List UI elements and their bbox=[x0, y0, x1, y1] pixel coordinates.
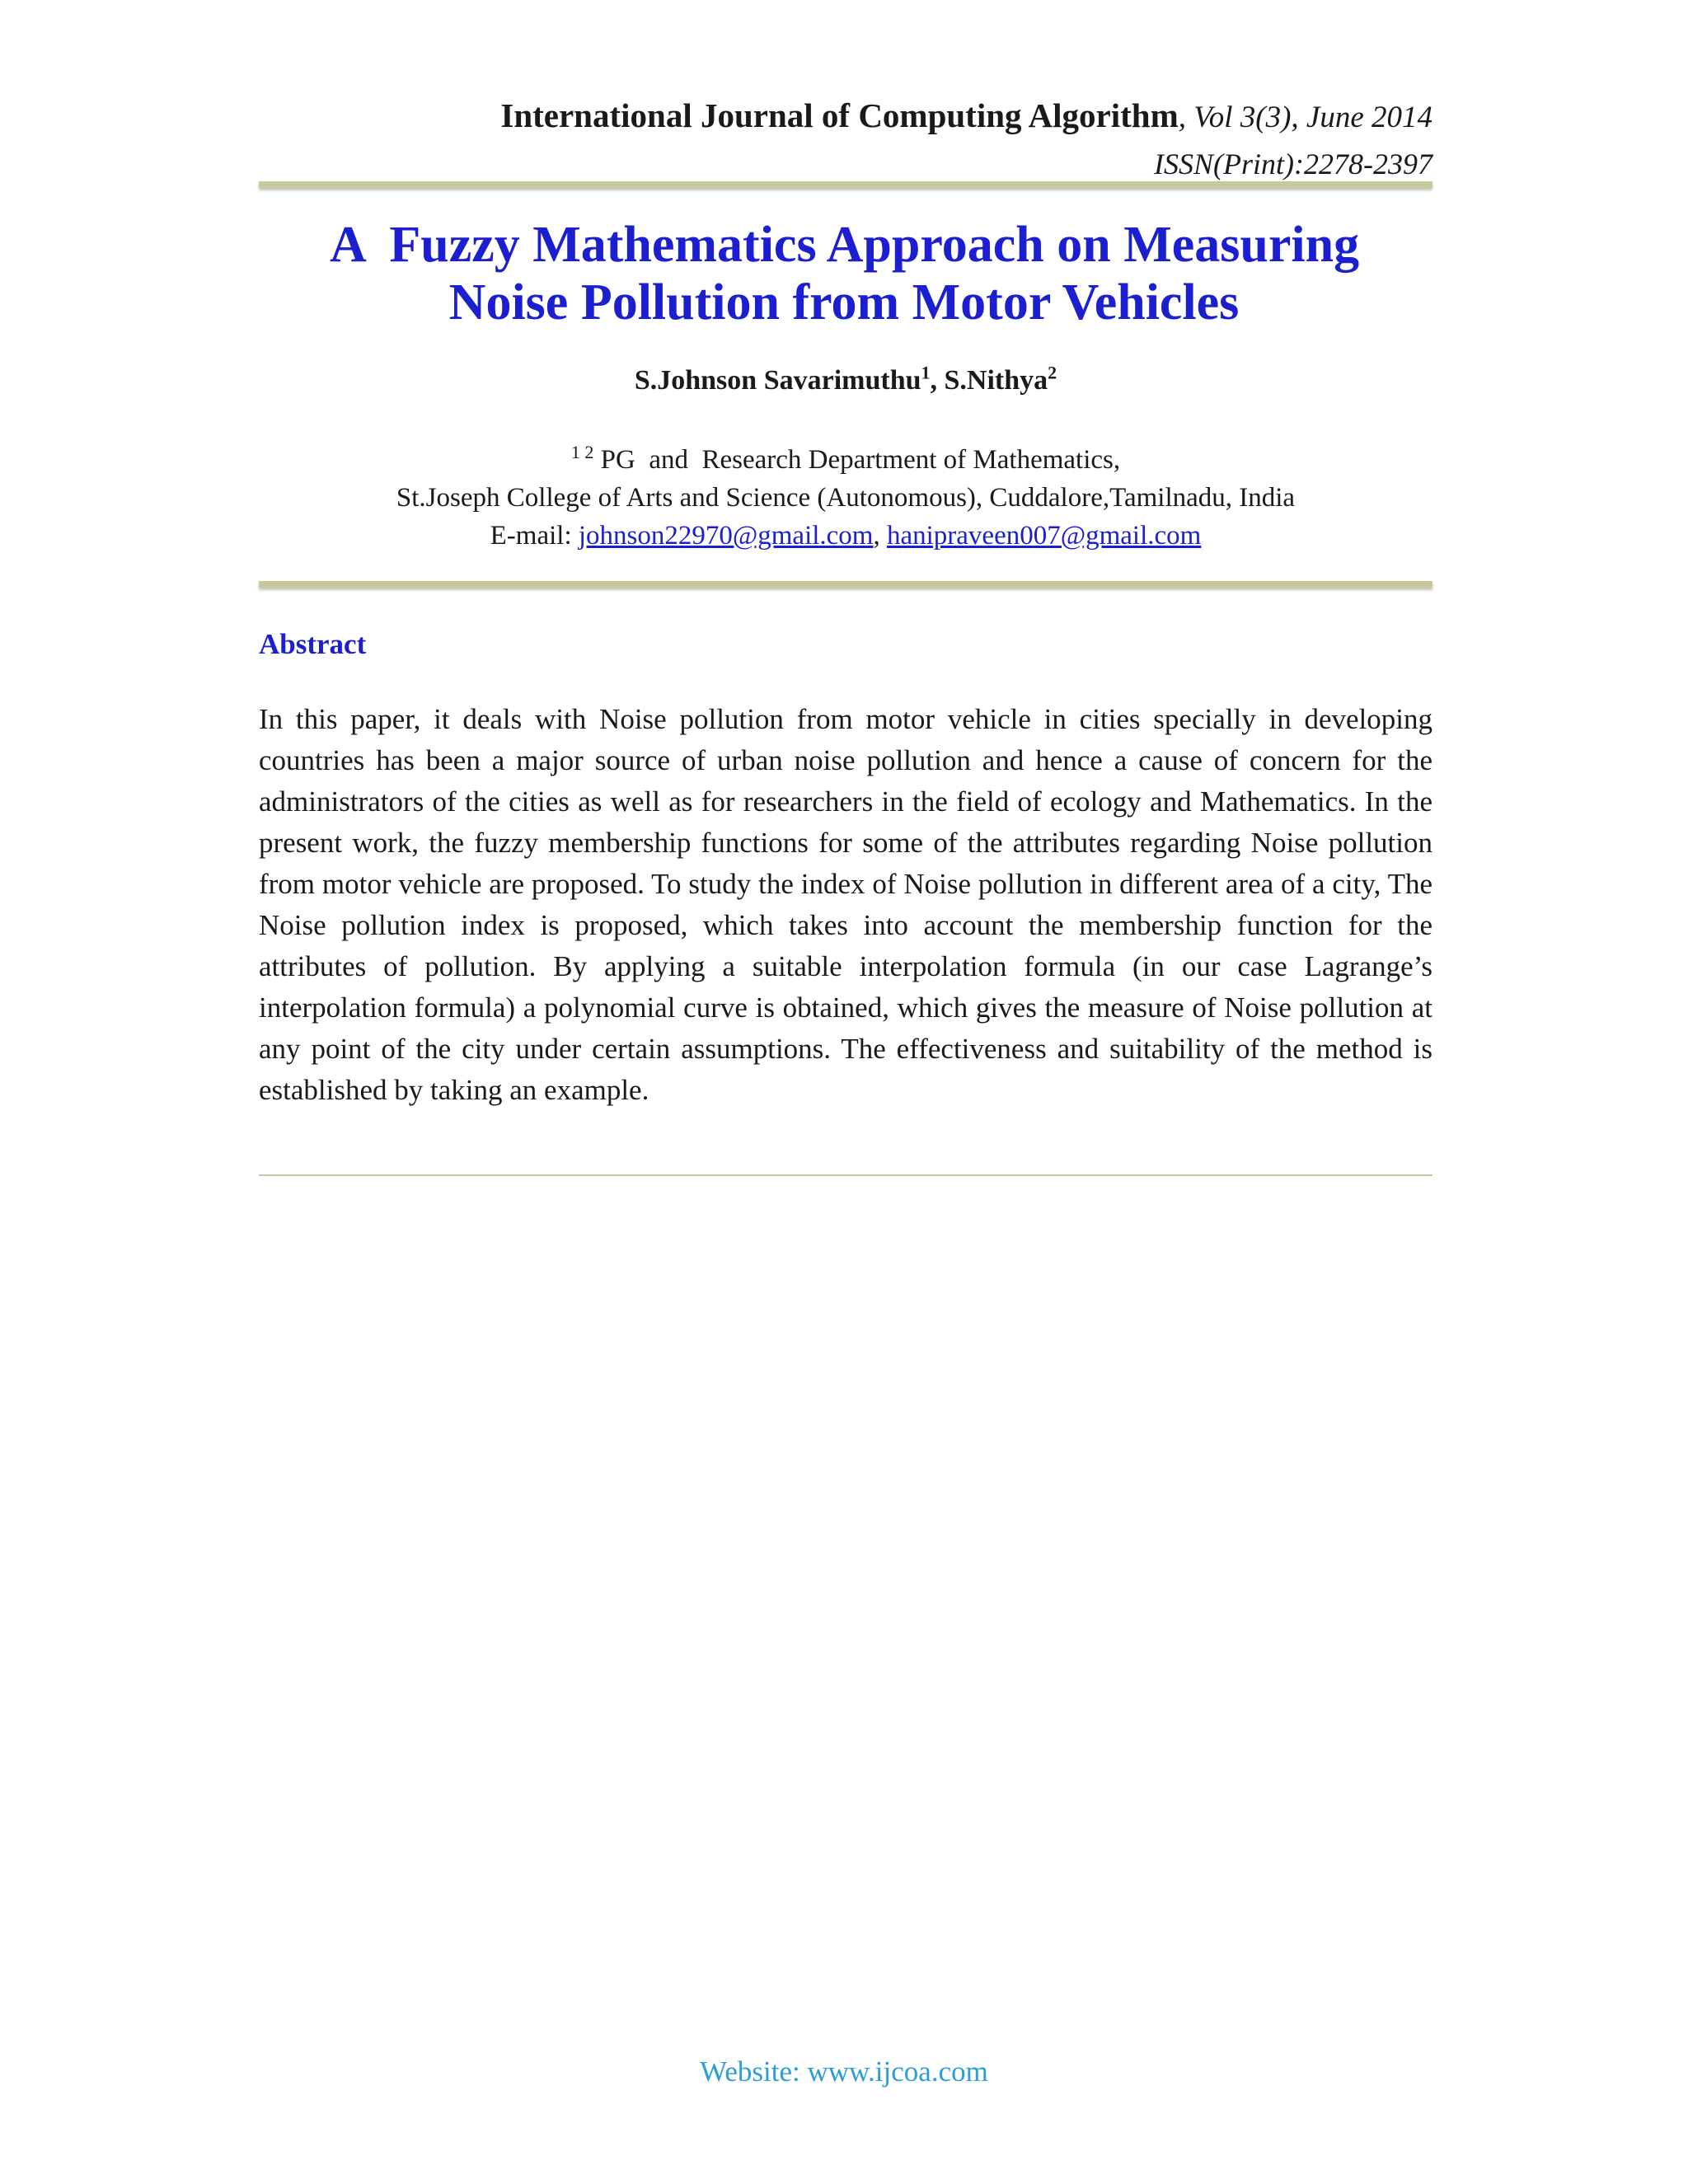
journal-name: International Journal of Computing Algorithm bbox=[500, 96, 1179, 134]
email-label: E-mail: bbox=[490, 521, 579, 551]
email-link-1[interactable]: johnson22970@gmail.com bbox=[578, 521, 874, 551]
footer-website: Website: www.ijcoa.com bbox=[700, 2055, 988, 2088]
journal-header-line bbox=[256, 92, 1432, 141]
email-link-2[interactable]: hanipraveen007@gmail.com bbox=[886, 521, 1202, 551]
affiliation-line-1 bbox=[259, 441, 1432, 479]
abstract-divider bbox=[259, 1174, 1432, 1176]
affiliation-department: PG and Research Department of Mathematics, bbox=[593, 445, 1121, 475]
author-2-affiliation-mark: 2 bbox=[1048, 362, 1057, 383]
author-1-affiliation-mark: 1 bbox=[921, 362, 931, 383]
title-line-2: Noise Pollution from Motor Vehicles bbox=[448, 274, 1240, 330]
author-list bbox=[259, 359, 1432, 403]
email-separator: , bbox=[873, 521, 887, 551]
author-separator: , bbox=[930, 365, 945, 396]
author-2: S.Nithya bbox=[944, 365, 1048, 396]
abstract-heading: Abstract bbox=[259, 628, 367, 660]
issn: ISSN(Print):2278-2397 bbox=[1154, 148, 1432, 180]
title-divider bbox=[259, 581, 1432, 588]
abstract-body: In this paper, it deals with Noise pollution from motor vehicle in cities specially in developing countries has been a major source of urban noise pollution and hence a cause of concern for the administrators of the cities as well as for researchers in the field of ecology and Mathematics. In the present work, the fuzzy membership functions for some of the attributes regarding Noise pollution from motor vehicle are proposed. To study the index of Noise pollution in different area of a city, The Noise pollution index is proposed, which takes into account the membership function for the attributes of pollution. By applying a suitable interpolation formula (in our case Lagrange’s interpolation formula) a polynomial curve is obtained, which gives the measure of Noise pollution at any point of the city under certain assumptions. The effectiveness and suitability of the method is established by taking an example. bbox=[259, 703, 1432, 1106]
journal-header bbox=[256, 92, 1432, 185]
affiliation bbox=[259, 441, 1432, 555]
paper-title bbox=[330, 216, 1358, 331]
header-divider bbox=[259, 181, 1432, 188]
author-1: S.Johnson Savarimuthu bbox=[634, 365, 921, 396]
volume-info: , Vol 3(3), June 2014 bbox=[1178, 101, 1432, 134]
title-block bbox=[330, 216, 1358, 331]
title-line-1: A Fuzzy Mathematics Approach on Measuring bbox=[330, 217, 1360, 273]
affiliation-marks: 1 2 bbox=[570, 442, 594, 462]
email-line bbox=[259, 517, 1432, 555]
affiliation-line-2: St.Joseph College of Arts and Science (Autonomous), Cuddalore,Tamilnadu, India bbox=[396, 483, 1296, 513]
